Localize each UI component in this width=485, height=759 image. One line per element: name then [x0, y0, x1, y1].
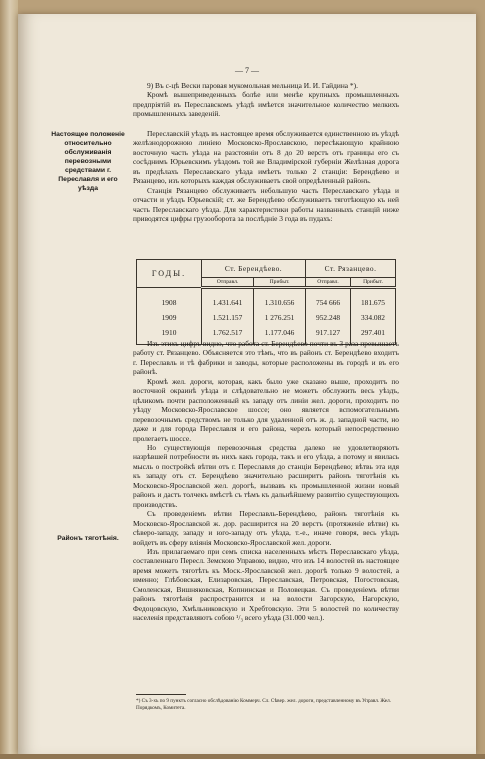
year-cell: 1909 [137, 310, 202, 325]
station-berendeevo-header: Ст. Берендѣево. [202, 260, 306, 278]
paragraph-item-9: 9) Въ с-цѣ Вески паровая мукомольная мельница И. И. Гайдина *). [147, 81, 358, 90]
year-cell: 1910 [137, 325, 202, 345]
year-cell: 1908 [137, 288, 202, 311]
scan-bottom-edge [0, 754, 485, 759]
ryazantsevo-arrived-header: Прибыт. [351, 278, 396, 288]
paragraph-branch-line: Съ проведеніемъ вѣтви Переславль-Берендѣево, районъ тяготѣнія къ Московско-Ярославской ж. дор. расширится на 20 верстъ (протяженіе вѣтви) къ сѣверо-западу, западу и юго-западу отъ уѣзда, т.-е., иначе говоря, весь уѣздъ войдетъ въ сферу вліянія Московско-Ярославской жел. дороги. [133, 509, 399, 547]
text-block-analysis [133, 339, 399, 623]
paragraph-volosts: Изъ прилагаемаго при семъ списка населенныхъ мѣстъ Переславскаго уѣзда, составленнаго Пересл. Земскою Управою, видно, что изъ 14 волостей въ настоящее время можетъ тяготѣть къ Моск.-Ярославской жел. дорогѣ только 9 волостей, а именно; Глѣбовская, Елизаровская, Переславская, Петровская, Погостовская, Смоленская, Вишняковская, Копнинская и Половецкая. Съ проведеніемъ вѣтви районъ тяготѣнія распространится и на волости Загорскую, Нагорскую, Федоцовскую, Хмѣльниковскую и Хребтовскую. Эти 5 волостей по количеству населенія представляютъ собою ¹/₃ всего уѣзда (31.000 чел.). [133, 546, 399, 623]
table-cell: 297.401 [351, 325, 396, 345]
paragraph-pereslavsky-district: Переславскій уѣздъ въ настоящее время обслуживается единственною въ уѣздѣ желѣзнодорожною линіею Московско-Ярославскою, пересѣкающую крайнюю восточную часть уѣзда на разстояніи отъ 8 до 20 верстъ отъ границы его съ сосѣднимъ Юрьевскимъ уѣздомъ той же Владимірской губерніи Желѣзная дорога въ предѣлахъ Переславскаго уѣзда имѣетъ только 2 станціи: Берендѣево и Рязанцево, изъ которыхъ каждая обслуживаетъ свой опредѣленный районъ. [133, 129, 399, 186]
table-cell: 334.082 [351, 310, 396, 325]
table-row [137, 288, 396, 311]
table-cell: 1.521.157 [202, 310, 254, 325]
table-cell: 1.762.517 [202, 325, 254, 345]
book-binding-edge [0, 0, 18, 759]
text-block-district [133, 129, 399, 224]
paragraph-insufficient-transport: Но существующія перевозочныя средства далеко не удовлетворяютъ назрѣвшей потребности въ нихъ какъ города, такъ и его уѣзда, а потому и явилась мысль о постройкѣ вѣтви отъ г. Переславля до станціи Берендѣево; вѣтвь эта идя къ западу отъ ст. Берендѣево значительно расширитъ районъ тяготѣнія къ Московско-Ярославской жел. дорогѣ, вызвавъ къ промышленной жизни новый районъ и дастъ толчекъ вмѣстѣ съ тѣмъ къ дальнѣйшему развитію существующихъ производствъ. [133, 442, 399, 509]
table-cell: 181.675 [351, 288, 396, 311]
table-cell: 1 276.251 [254, 310, 306, 325]
table-cell: 1.431.641 [202, 288, 254, 311]
ryazantsevo-sent-header: Отправл. [306, 278, 351, 288]
station-ryazantsevo-header: Ст. Рязанцево. [306, 260, 396, 278]
page-number: — 7 — [235, 66, 259, 75]
table-cell: 1.310.656 [254, 288, 306, 311]
paragraph-ryazantsevo-station: Станція Рязанцево обслуживаетъ небольшую часть Переславскаго уѣзда и отчасти и уѣздъ Юрьевскій; ст. же Берендѣево обслуживаетъ тяготѣющую къ ней часть Переславскаго уѣзда. Для характеристики работы названныхъ станцій ниже приводятся цифры грузооборота за послѣдніе 3 года въ пудахъ: [133, 185, 399, 224]
table-cell: 917.127 [306, 325, 351, 345]
paragraph-highway: Кромѣ жел. дороги, которая, какъ было уже сказано выше, проходитъ по восточной окраинѣ уѣзда и слѣдовательно не можетъ обслужить весь уѣздъ, цѣликомъ почти расположенный къ западу отъ линіи жел. дороги, проходитъ по уѣзду Московско-Ярославское шоссе; оно является вспомогательнымъ перевозочнымъ средствомъ не только для удаленной отъ ж. д. западной части, но даже и для города Переславля и его района, черезъ который непосредственно пролегаетъ шоссе. [133, 376, 399, 443]
margin-note-gravity-area: Районъ тяготѣнія. [57, 535, 119, 542]
table-cell: 952.248 [306, 310, 351, 325]
footnote: *) Съ 3-хъ по 9 пунктъ согласно обслѣдованію Коммерч. Сл. Сѣвер. жел. дороги, представленному въ Управл. Жел. Порядкомъ, Комитета. [136, 698, 391, 711]
berendeevo-sent-header: Отправл. [202, 278, 254, 288]
freight-table [136, 259, 396, 345]
paragraph-small-enterprises: Кромѣ вышеприведенныхъ болѣе или менѣе крупныхъ промышленныхъ предпріятій въ Переславскомъ уѣздѣ имѣется значительное количество мелкихъ промышленныхъ заведеній. [133, 90, 399, 119]
berendeevo-arrived-header: Прибыт. [254, 278, 306, 288]
table-row [137, 310, 396, 325]
paragraph-figures-show: Изъ этихъ цифръ видно, что работа ст. Берендѣево почти въ 3 раза превышаетъ работу ст. Рязанцево. Объясняется это тѣмъ, что въ районъ ст. Берендѣево входитъ г. Переславль и тѣ фабрики и заводы, которые расположены въ городѣ и въ его районѣ. [133, 339, 399, 377]
table-cell: 1.177.046 [254, 325, 306, 345]
footnote-rule [136, 694, 186, 695]
table-cell: 754 666 [306, 288, 351, 311]
margin-note-transport: Настоящее положеніе относительно обслуживанія перевозными средствами г. Переславля и его уѣзда [51, 131, 125, 192]
text-block-intro [133, 81, 399, 119]
document-page [18, 14, 476, 754]
year-column-header: ГОДЫ. [137, 260, 202, 288]
